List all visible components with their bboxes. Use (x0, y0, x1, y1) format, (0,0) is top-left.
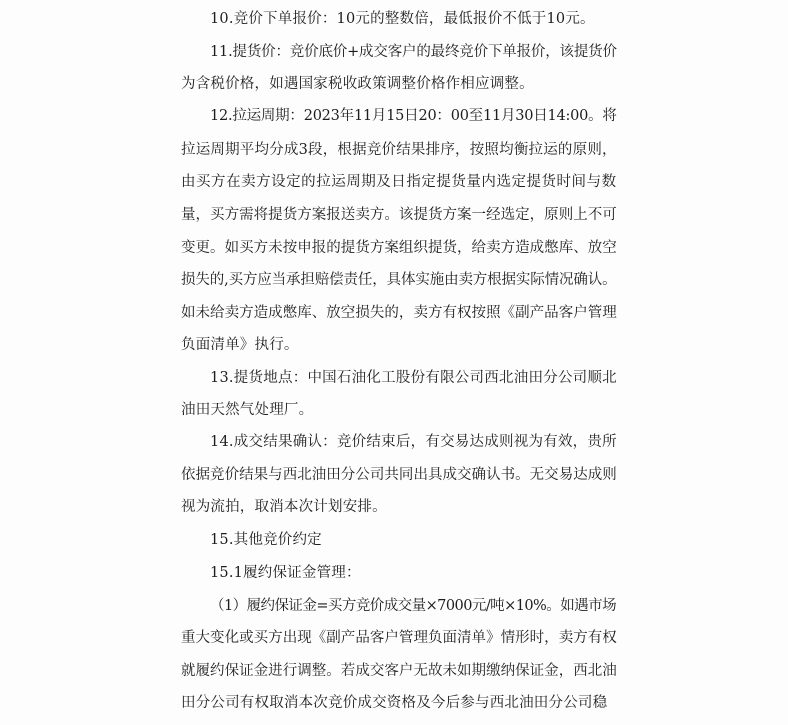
text-line: 为含税价格，如遇国家税收政策调整价格作相应调整。 (181, 76, 534, 92)
text-line: 变更。如买方未按申报的提货方案组织提货，给卖方造成憋库、放空 (181, 240, 617, 256)
text-line: 量，买方需将提货方案报送卖方。该提货方案一经选定，原则上不可 (181, 207, 617, 223)
text-line: 田分公司有权取消本次竞价成交资格及今后参与西北油田分公司稳 (181, 695, 608, 711)
text-line: 11.提货价：竞价底价+成交客户的最终竞价下单报价，该提货价 (210, 44, 617, 60)
text-line: 10.竞价下单报价：10元的整数倍，最低报价不低于10元。 (210, 11, 595, 27)
text-line: （1）履约保证金=买方竞价成交量×7000元/吨×10%。如遇市场 (210, 598, 617, 614)
text-line: 如未给卖方造成憋库、放空损失的，卖方有权按照《副产品客户管理 (181, 305, 617, 321)
text-line: 损失的,买方应当承担赔偿责任，具体实施由卖方根据实际情况确认。 (181, 272, 617, 288)
text-line: 14.成交结果确认：竞价结束后，有交易达成则视为有效，贵所 (210, 434, 617, 450)
text-line: 视为流拍，取消本次计划安排。 (181, 499, 387, 515)
text-line: 13.提货地点：中国石油化工股份有限公司西北油田分公司顺北 (210, 370, 617, 386)
text-line: 重大变化或买方出现《副产品客户管理负面清单》情形时，卖方有权 (181, 630, 617, 646)
text-line: 负面清单》执行。 (181, 337, 299, 353)
text-line: 拉运周期平均分成3段，根据竞价结果排序，按照均衡拉运的原则， (181, 142, 617, 158)
text-line: 15.1履约保证金管理： (210, 565, 361, 581)
text-line: 15.其他竞价约定 (210, 532, 322, 548)
text-line: 由买方在卖方设定的拉运周期及日指定提货量内选定提货时间与数 (181, 174, 617, 190)
text-line: 油田天然气处理厂。 (181, 402, 314, 418)
text-line: 依据竞价结果与西北油田分公司共同出具成交确认书。无交易达成则 (181, 467, 617, 483)
text-line: 就履约保证金进行调整。若成交客户无故未如期缴纳保证金，西北油 (181, 663, 617, 679)
text-line: 12.拉运周期：2023年11月15日20：00至11月30日14:00。将 (210, 108, 617, 124)
